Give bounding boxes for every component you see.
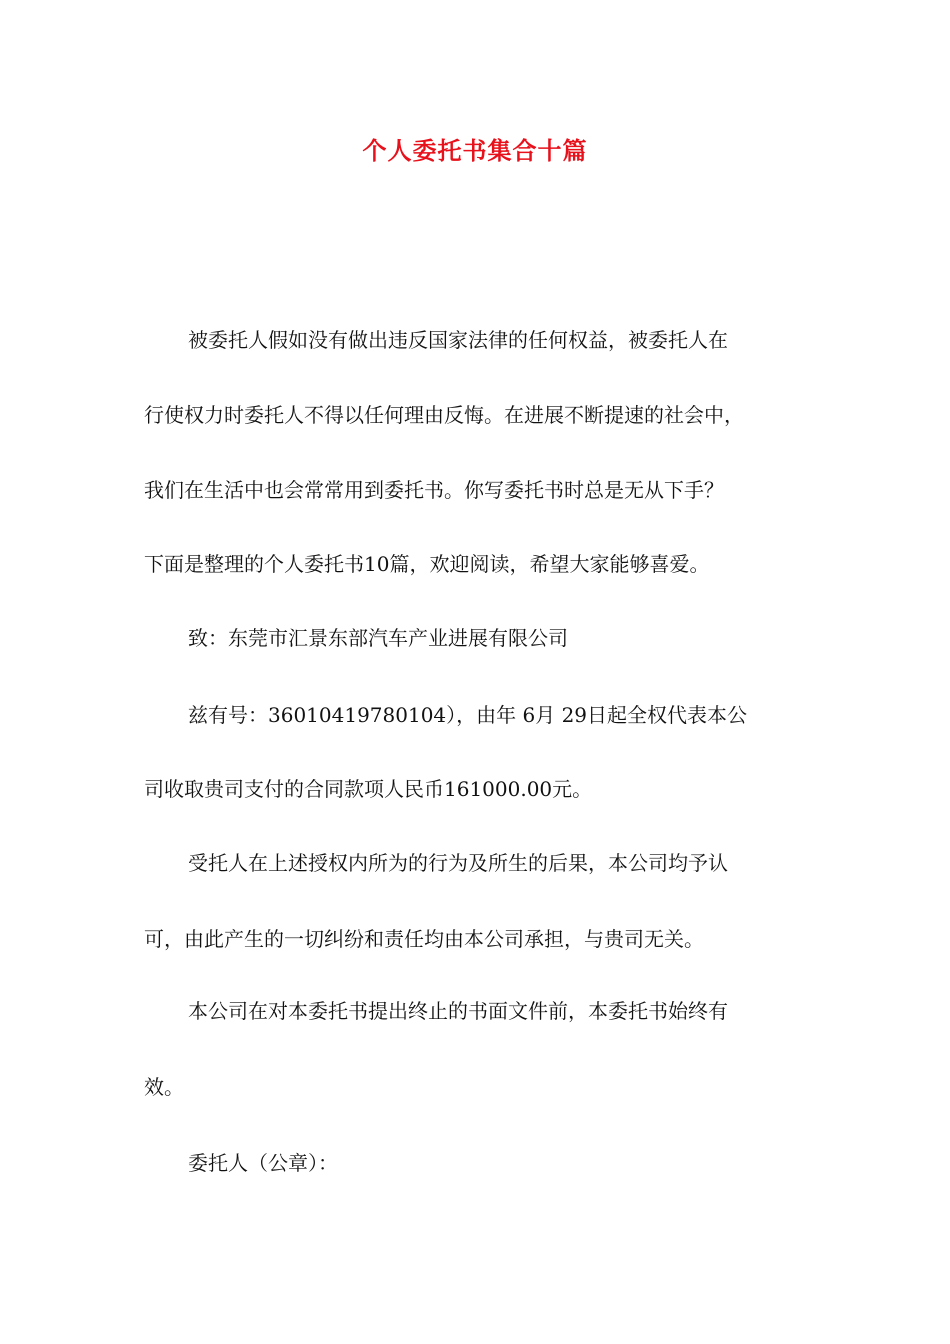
paragraph-4-line-2: 效。 (144, 1075, 184, 1099)
paragraph-1-line-1: 被委托人假如没有做出违反国家法律的任何权益，被委托人在 (188, 328, 728, 352)
paragraph-1-line-4: 下面是整理的个人委托书10篇，欢迎阅读，希望大家能够喜爱。 (144, 552, 710, 576)
paragraph-3-line-1: 受托人在上述授权内所为的行为及所生的后果，本公司均予认 (188, 851, 728, 875)
paragraph-1-line-3: 我们在生活中也会常常用到委托书。你写委托书时总是无从下手？ (144, 478, 724, 502)
paragraph-1-line-2: 行使权力时委托人不得以任何理由反悔。在进展不断提速的社会中， (144, 403, 744, 427)
signature-line: 委托人（公章）： (188, 1151, 338, 1175)
paragraph-2-line-2: 司收取贵司支付的合同款项人民币161000.00元。 (144, 777, 593, 801)
paragraph-2-line-1: 兹有号：36010419780104），由年 6月 29日起全权代表本公 (188, 703, 748, 727)
document-title: 个人委托书集合十篇 (362, 136, 588, 165)
paragraph-3-line-2: 可，由此产生的一切纠纷和责任均由本公司承担，与贵司无关。 (144, 927, 704, 951)
addressee-line: 致：东莞市汇景东部汽车产业进展有限公司 (188, 626, 568, 650)
paragraph-4-line-1: 本公司在对本委托书提出终止的书面文件前，本委托书始终有 (188, 999, 728, 1023)
